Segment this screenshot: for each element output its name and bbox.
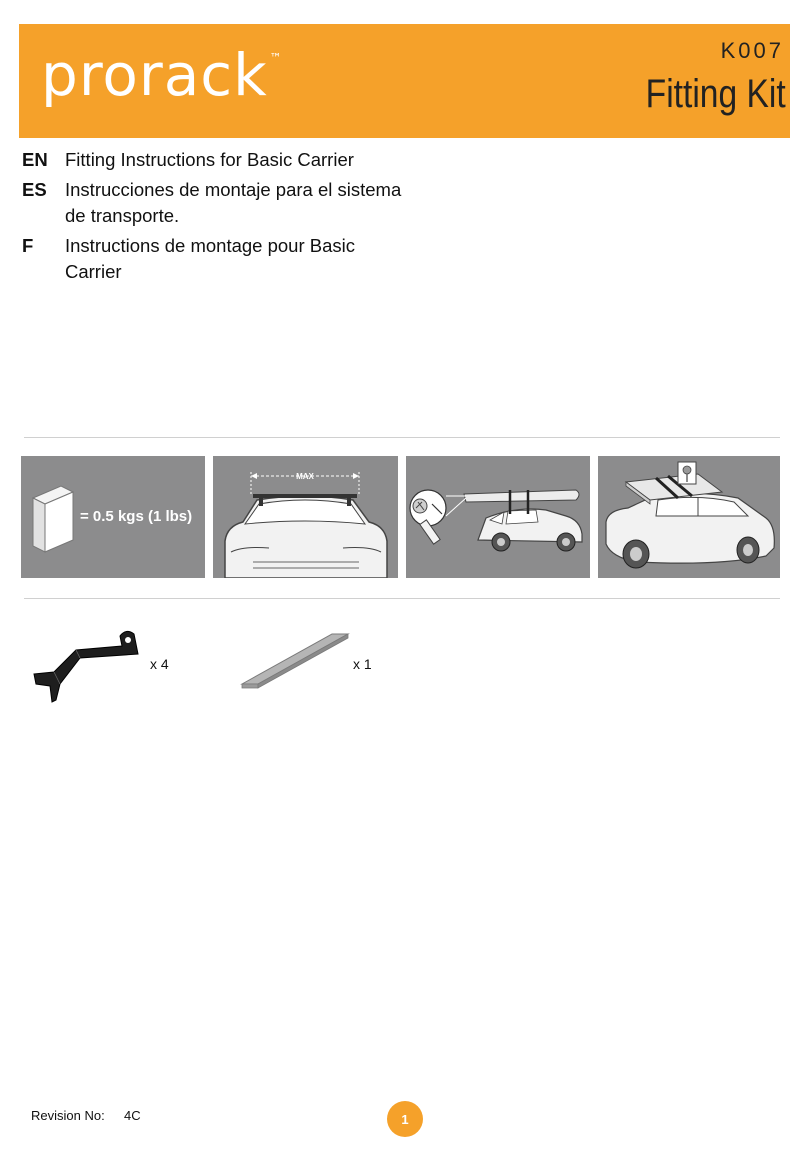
language-row-es [22,177,402,229]
language-code: ES [22,179,47,200]
pad-strip-quantity: x 1 [353,656,372,672]
bracket-quantity: x 4 [150,656,169,672]
divider-bottom [24,598,780,599]
header-banner [19,24,790,138]
page-number: 1 [401,1111,409,1127]
revision-label: Revision No: [31,1108,105,1123]
brand-logo [41,41,282,109]
weight-label: = 0.5 kgs (1 lbs) [80,508,193,525]
language-row-en [22,147,402,173]
kit-code: K007 [720,38,784,63]
language-code: EN [22,149,48,170]
strap-tiedown-icon [406,456,590,578]
language-text: Instructions de montage pour Basic Carrier [65,235,355,282]
brand-name: prorack [41,41,268,109]
kit-title: Fitting Kit [645,72,786,116]
trademark: ™ [269,51,282,65]
car-roof-load-icon [598,456,780,578]
language-list [22,147,402,289]
max-width-panel [213,456,398,578]
divider-top [24,437,780,438]
pad-strip-icon [240,632,352,692]
roof-load-panel [598,456,780,578]
tiedown-panel [406,456,590,578]
weight-panel [21,456,205,578]
bracket-icon [30,628,142,708]
revision-value: 4C [124,1108,141,1123]
language-text: Fitting Instructions for Basic Carrier [65,149,354,170]
language-row-f [22,233,402,285]
page-number-badge [387,1101,423,1137]
language-text: Instrucciones de montaje para el sistema de transporte. [65,179,402,226]
car-front-bars-icon [213,456,398,578]
max-label: MAX [296,472,314,481]
language-code: F [22,235,34,256]
